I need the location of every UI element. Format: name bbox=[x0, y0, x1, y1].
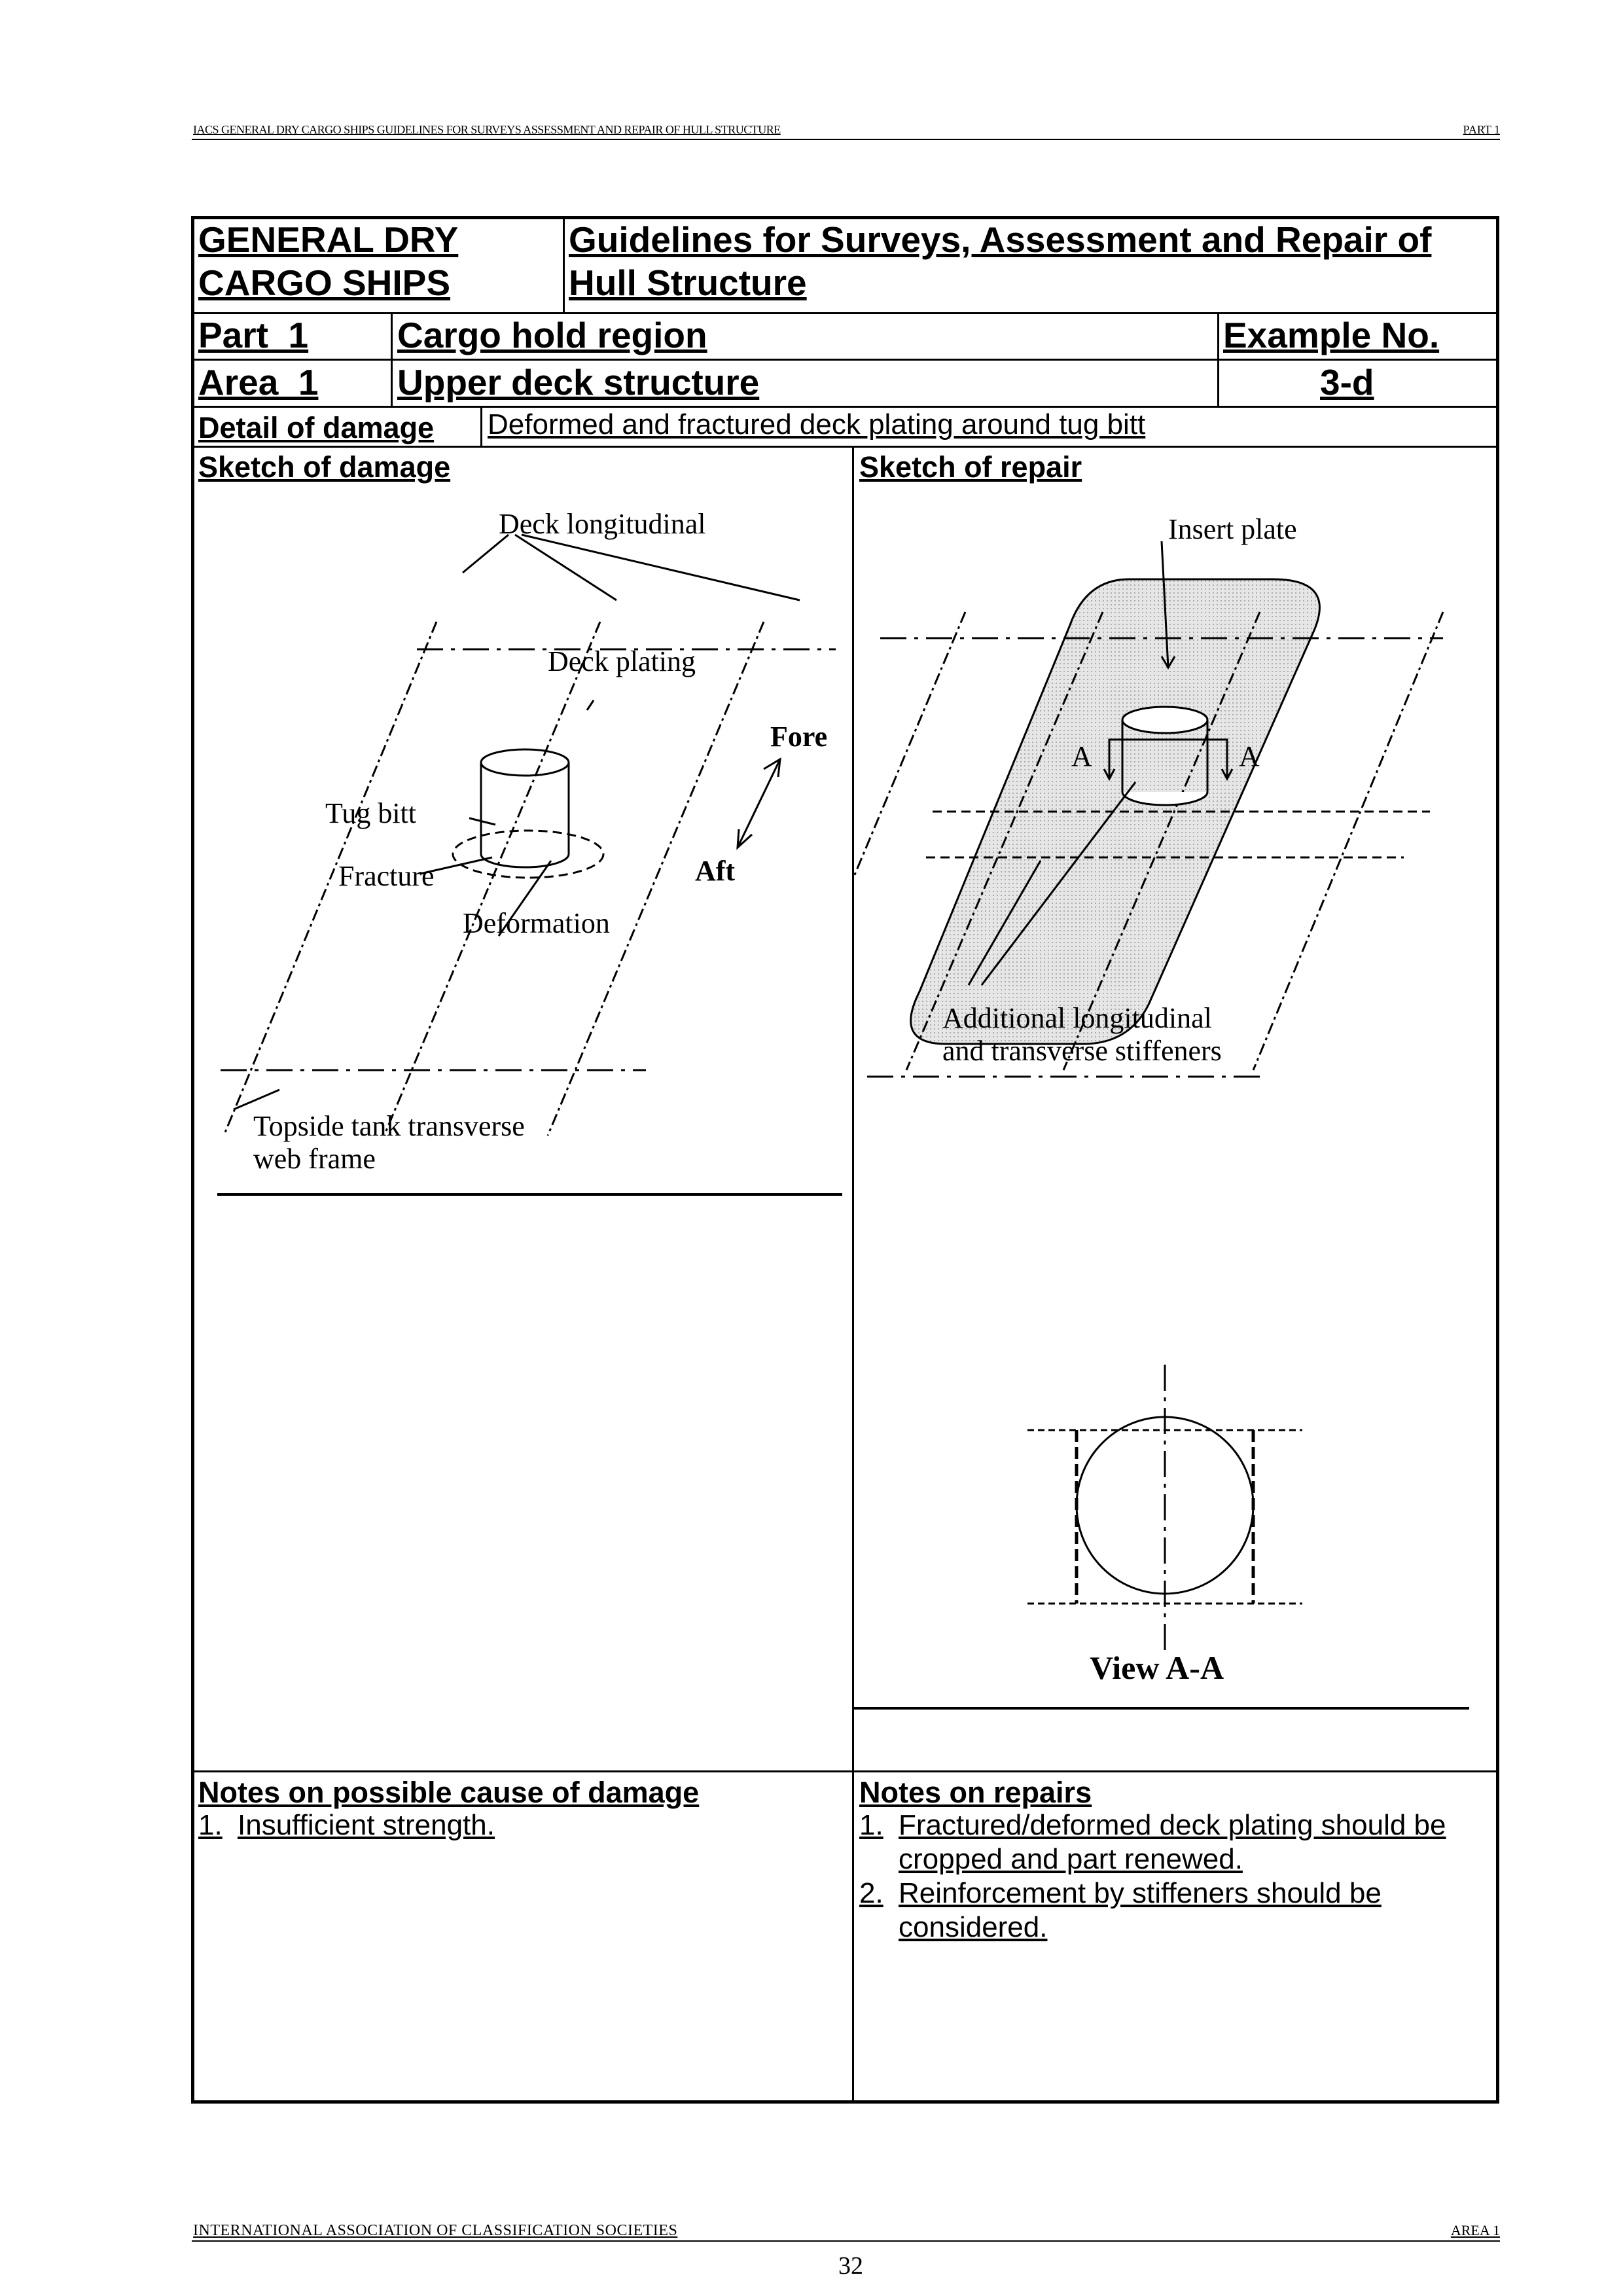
tug-bitt-top bbox=[1122, 707, 1207, 733]
ship-type-line1: GENERAL DRY bbox=[198, 219, 459, 260]
grid-line bbox=[480, 406, 482, 446]
header-rule bbox=[192, 139, 1500, 140]
note-text: Reinforcement by stiffeners should be considered. bbox=[899, 1877, 1382, 1943]
notes-repair-item bbox=[859, 1876, 1488, 1945]
part-label: Part 1 bbox=[198, 315, 309, 355]
guideline-line1: Guidelines for Surveys, Assessment and Repair of bbox=[569, 219, 1432, 260]
page-number: 32 bbox=[838, 2252, 863, 2280]
label-deck-longitudinal: Deck longitudinal bbox=[499, 508, 706, 540]
guideline-line2: Hull Structure bbox=[569, 262, 807, 303]
grid-line bbox=[391, 312, 393, 406]
area-label: Area 1 bbox=[198, 362, 319, 403]
label-aft: Aft bbox=[695, 855, 736, 887]
damage-example-form bbox=[191, 216, 1499, 2104]
label-deck-plating: Deck plating bbox=[548, 645, 696, 677]
grid-line bbox=[194, 312, 1496, 314]
grid-line bbox=[1217, 312, 1219, 406]
label-section-a-right: A bbox=[1239, 740, 1260, 772]
notes-repair-item bbox=[859, 1808, 1488, 1876]
notes-repair-list bbox=[859, 1808, 1488, 1945]
note-text: Fractured/deformed deck plating should be cropped and part renewed. bbox=[899, 1809, 1446, 1875]
deformation-zone bbox=[453, 831, 603, 878]
notes-repair-heading: Notes on repairs bbox=[859, 1776, 1092, 1809]
grid-line bbox=[563, 219, 565, 312]
label-web-frame-2: web frame bbox=[253, 1143, 376, 1175]
grid-line bbox=[194, 1770, 1496, 1772]
sketch-damage-heading: Sketch of damage bbox=[198, 450, 451, 484]
damage-sketch-drawing bbox=[194, 481, 849, 1371]
notes-cause-heading: Notes on possible cause of damage bbox=[198, 1776, 700, 1809]
repair-sketch-drawing bbox=[854, 481, 1502, 1738]
note-number: 1. bbox=[198, 1809, 223, 1841]
notes-cause-item bbox=[198, 1808, 846, 1842]
label-section-a-left: A bbox=[1071, 740, 1092, 772]
footer-area: AREA 1 bbox=[1450, 2222, 1500, 2238]
label-view-aa: View A-A bbox=[1090, 1649, 1224, 1686]
note-number: 1. bbox=[859, 1809, 883, 1841]
grid-line bbox=[194, 359, 1496, 361]
label-deformation: Deformation bbox=[463, 907, 610, 939]
label-web-frame-1: Topside tank transverse bbox=[253, 1110, 525, 1142]
ship-type-title bbox=[198, 219, 459, 303]
ship-type-line2: CARGO SHIPS bbox=[198, 262, 451, 303]
example-number: 3-d bbox=[1320, 362, 1374, 403]
detail-value: Deformed and fractured deck plating around tug bitt bbox=[488, 408, 1146, 440]
label-fore: Fore bbox=[770, 721, 828, 753]
guideline-title bbox=[569, 219, 1432, 303]
label-stiffeners-2: and transverse stiffeners bbox=[942, 1035, 1222, 1067]
label-fracture: Fracture bbox=[338, 860, 435, 892]
part-value: Cargo hold region bbox=[397, 315, 707, 355]
running-header-part: PART 1 bbox=[1463, 123, 1500, 136]
footer-rule bbox=[192, 2240, 1500, 2242]
example-label: Example No. bbox=[1223, 315, 1440, 355]
grid-line bbox=[194, 406, 1496, 408]
label-stiffeners-1: Additional longitudinal bbox=[942, 1002, 1212, 1034]
grid-line bbox=[194, 446, 1496, 448]
running-header-title: IACS GENERAL DRY CARGO SHIPS GUIDELINES FOR SURVEYS ASSESSMENT AND REPAIR OF HULL STRUCTURE bbox=[193, 123, 781, 136]
note-text: Insufficient strength. bbox=[238, 1809, 495, 1841]
area-value: Upper deck structure bbox=[397, 362, 760, 403]
label-insert-plate: Insert plate bbox=[1168, 513, 1297, 545]
tug-bitt-top bbox=[481, 749, 569, 776]
note-number: 2. bbox=[859, 1877, 883, 1909]
sketch-repair-heading: Sketch of repair bbox=[859, 450, 1082, 484]
notes-cause-list bbox=[198, 1808, 846, 1842]
label-tug-bitt: Tug bitt bbox=[325, 797, 417, 829]
detail-label: Detail of damage bbox=[198, 411, 435, 444]
footer-organization: INTERNATIONAL ASSOCIATION OF CLASSIFICATION SOCIETIES bbox=[193, 2222, 678, 2239]
